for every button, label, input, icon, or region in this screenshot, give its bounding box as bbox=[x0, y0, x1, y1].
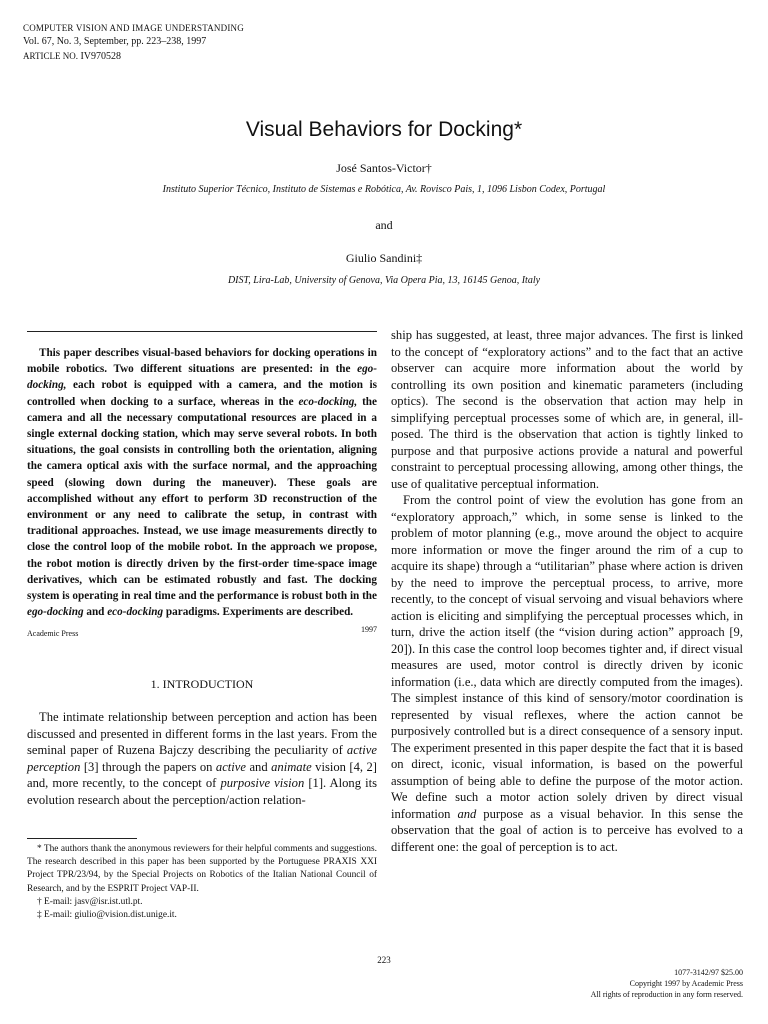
intro-left-column bbox=[27, 709, 377, 808]
footnotes bbox=[27, 843, 377, 922]
abstract-text: the camera and all the necessary computational resources are placed in a single external docking station, which may serve several robots. In both situations, the goal consists in controlling both the orientation, aligning the camera optical axis with the surface normal, and the approaching speed (slowing down during the maneuver). These goals are accomplished without any effort to perform 3D reconstruction of the environment or any need to calibrate the setup, in contrast with traditional approaches. Instead, we use image measurements directly to close the control loop of the mobile robot. In the approach we propose, the robot motion is directly driven by the first-order time-space image derivatives, which can be estimated robustly and fast. The docking system is operating in real time and the performance is robust both in the bbox=[27, 395, 377, 603]
paragraph: ship has suggested, at least, three major advances. The first is linked to the concept of “exploratory actions” and to the fact that an active observer can acquire more information about the world by controlling its own position and kinematic parameters (including optics). The second is the observation that action may help in simplifying perceptual processes some of which are, in general, ill-posed. The third is the observation that action is tightly linked to purpose and that purposive actions provide a natural and powerful constraint to perceptual processing allowing, among other things, the use of qualitative perceptual information. bbox=[391, 328, 743, 491]
abstract-text: each robot is equipped with a camera, and the motion is controlled when docking to a surface, whereas in the bbox=[27, 379, 377, 408]
journal-name: COMPUTER VISION AND IMAGE UNDERSTANDING bbox=[23, 23, 244, 33]
intro-right-column bbox=[391, 327, 743, 855]
italic-term: active perception bbox=[27, 743, 377, 774]
article-number: IV970528 bbox=[80, 51, 122, 62]
italic-term: active bbox=[215, 759, 246, 774]
text-run: purpose as a visual behavior. In this sense the observation that the goal of action is to perceive has evolved to a different one: the goal of perception is to act. bbox=[391, 806, 744, 854]
article-label: ARTICLE NO. bbox=[23, 51, 78, 61]
footnote-rule bbox=[27, 838, 137, 839]
paragraph bbox=[391, 492, 743, 855]
affiliation-2: DIST, Lira-Lab, University of Genova, Via Opera Pia, 13, 16145 Genoa, Italy bbox=[227, 275, 541, 286]
footnote-email-2: ‡ E-mail: giulio@vision.dist.unige.it. bbox=[37, 910, 177, 921]
copyright-block bbox=[591, 967, 743, 1000]
text-run: [3] through the papers on bbox=[80, 759, 216, 774]
abstract-term: eco-docking bbox=[107, 606, 164, 619]
abstract-text: paradigms. Experiments are described. bbox=[163, 606, 354, 619]
text-run: and bbox=[245, 759, 272, 774]
italic-term: animate bbox=[271, 759, 312, 774]
paragraph bbox=[27, 709, 377, 808]
italic-term: and bbox=[457, 806, 477, 821]
text-run: vision [4, 2] and, more recently, to the concept of bbox=[27, 759, 378, 790]
abstract-top-rule bbox=[27, 331, 377, 332]
paper-title: Visual Behaviors for Docking* bbox=[245, 118, 523, 141]
section-heading: 1. INTRODUCTION bbox=[150, 677, 254, 691]
journal-header bbox=[23, 21, 244, 64]
abstract-publisher: Academic Press bbox=[27, 629, 79, 638]
author-2: Giulio Sandini‡ bbox=[345, 251, 423, 265]
issn-price: 1077-3142/97 $25.00 bbox=[674, 968, 743, 977]
page-number: 223 bbox=[377, 955, 391, 965]
abstract-text: and bbox=[83, 606, 108, 619]
abstract-term: ego-docking, bbox=[27, 363, 377, 392]
abstract-text: This paper describes visual-based behaviors for docking operations in mobile robotics. Two different situations are presented: in the bbox=[27, 347, 377, 376]
abstract bbox=[27, 345, 377, 639]
text-run: The intimate relationship between perception and action has been discussed and presented in different forms in the last years. From the seminal paper of Ruzena Bajczy describing the peculiarity of bbox=[27, 710, 377, 757]
affiliation-1: Instituto Superior Técnico, Instituto de Sistemas e Robótica, Av. Rovisco Pais, 1, 1096 Lisbon Codex, Portugal bbox=[162, 184, 606, 195]
journal-volume: Vol. 67, No. 3, September, pp. 223–238, 1997 bbox=[23, 36, 207, 47]
rights-line: All rights of reproduction in any form reserved. bbox=[590, 990, 743, 999]
author-1: José Santos-Victor† bbox=[336, 161, 432, 175]
footnote-acknowledgment: * The authors thank the anonymous reviewers for their helpful comments and suggestions. The research described in this paper has been supported by the Portuguese PRAXIS XXI Project TPR/23/94, by the Special Projects on Robotics of the Italian National Council of Research, and by the ESPRIT Project VAP-II. bbox=[27, 844, 377, 894]
text-run: From the control point of view the evolution has gone from an “exploratory approach,” which, in some sense is linked to the problem of motor planning (e.g., move around the object to acquire more information or move the finger around the rim of a cup to acquire its shape) through a “utilitarian” phase where action is driven by the need to improve the perceptual process, to arrive, more recently, to the concept of visual servoing and visual behaviors where action is eliciting and simplifying the perceptual processes which, in turn, drive the action itself (the “vision during action” approach [9, 20]). In this case the control loop becomes tighter and, if direct visual measures are used, motor control is directly driven by iconic information (i.e., data which are directly computed from the images). The simplest instance of this kind of sensory/motor coordination is represented by visual reflexes, where the action cannot be purposively controlled but is a direct consequence of a sensory input. The experiment presented in this paper despite the fact that it is based on direct, iconic, visual information, is based on the powerful assumption of being able to define the purpose of the motor action. We define such a motor action solely driven by direct visual information bbox=[391, 493, 743, 821]
italic-term: purposive vision bbox=[220, 776, 305, 790]
abstract-term: ego-docking bbox=[27, 606, 84, 619]
and-separator: and bbox=[375, 218, 393, 232]
abstract-term: eco-docking, bbox=[298, 395, 358, 408]
copyright-year: 1997 bbox=[361, 625, 377, 635]
footnote-email-1: † E-mail: jasv@isr.ist.utl.pt. bbox=[37, 896, 143, 907]
text-run: [1]. Along its evolution research about the perception/action relation- bbox=[27, 776, 378, 807]
copyright-line: Copyright 1997 by Academic Press bbox=[629, 979, 743, 988]
